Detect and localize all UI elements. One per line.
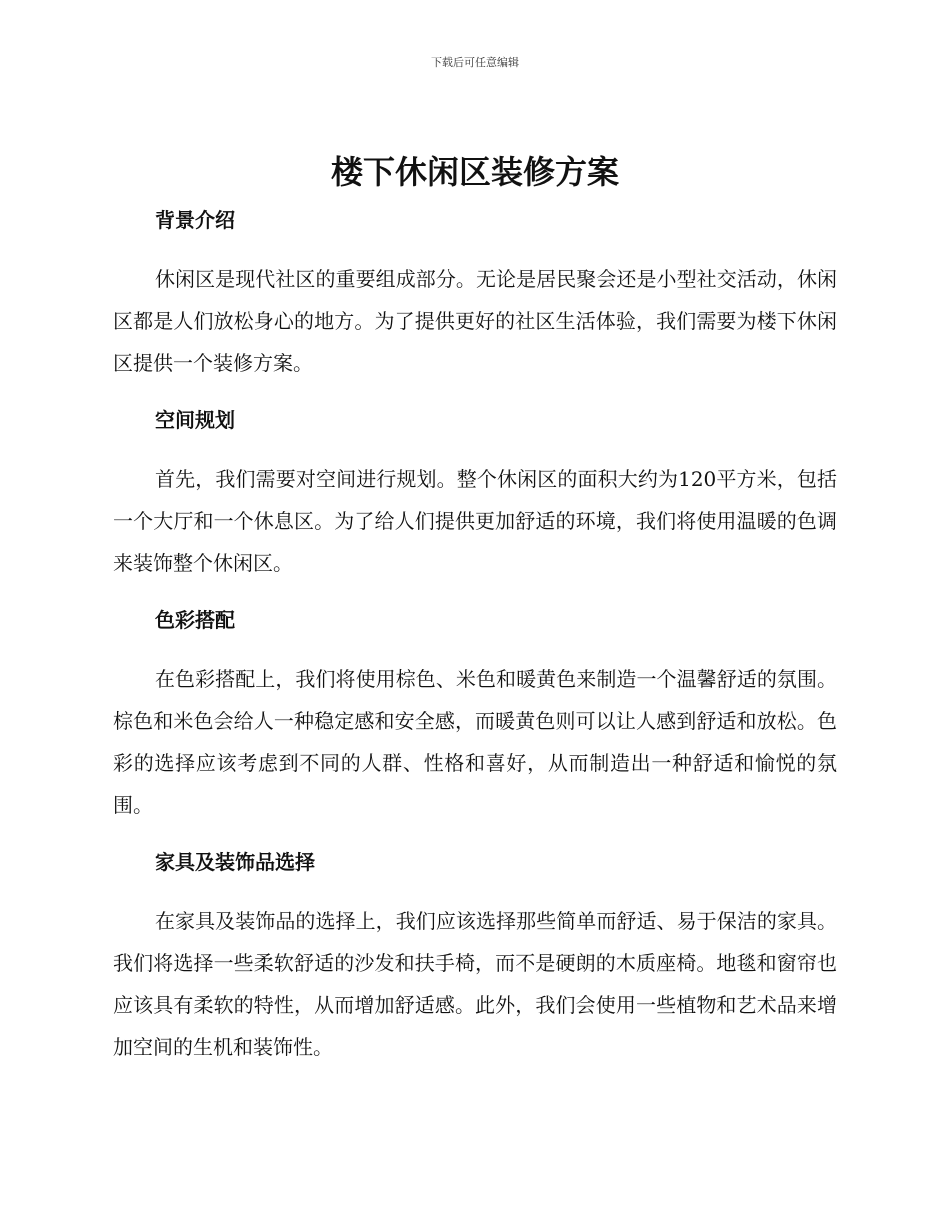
section-heading-space-planning: 空间规划 (155, 408, 235, 432)
section-heading-color-scheme: 色彩搭配 (155, 608, 235, 632)
document-body (113, 200, 837, 1068)
section-paragraph-color-scheme: 在色彩搭配上，我们将使用棕色、米色和暖黄色来制造一个温馨舒适的氛围。棕色和米色会给人一种稳定感和安全感，而暖黄色则可以让人感到舒适和放松。色彩的选择应该考虑到不同的人群、性格和喜好，从而制造出一种舒适和愉悦的氛围。 (113, 667, 837, 817)
section-heading-furniture: 家具及装饰品选择 (155, 850, 315, 874)
section-paragraph-furniture: 在家具及装饰品的选择上，我们应该选择那些简单而舒适、易于保洁的家具。我们将选择一些柔软舒适的沙发和扶手椅，而不是硬朗的木质座椅。地毯和窗帘也应该具有柔软的特性，从而增加舒适感。此外，我们会使用一些植物和艺术品来增加空间的生机和装饰性。 (113, 909, 837, 1059)
section-paragraph-background: 休闲区是现代社区的重要组成部分。无论是居民聚会还是小型社交活动，休闲区都是人们放松身心的地方。为了提供更好的社区生活体验，我们需要为楼下休闲区提供一个装修方案。 (113, 267, 837, 375)
header-note: 下载后可任意编辑 (431, 56, 519, 69)
section-paragraph-space-planning: 首先，我们需要对空间进行规划。整个休闲区的面积大约为120平方米，包括一个大厅和一个休息区。为了给人们提供更加舒适的环境，我们将使用温暖的色调来装饰整个休闲区。 (113, 467, 837, 575)
document-title: 楼下休闲区装修方案 (330, 153, 619, 191)
section-heading-background: 背景介绍 (155, 208, 235, 232)
